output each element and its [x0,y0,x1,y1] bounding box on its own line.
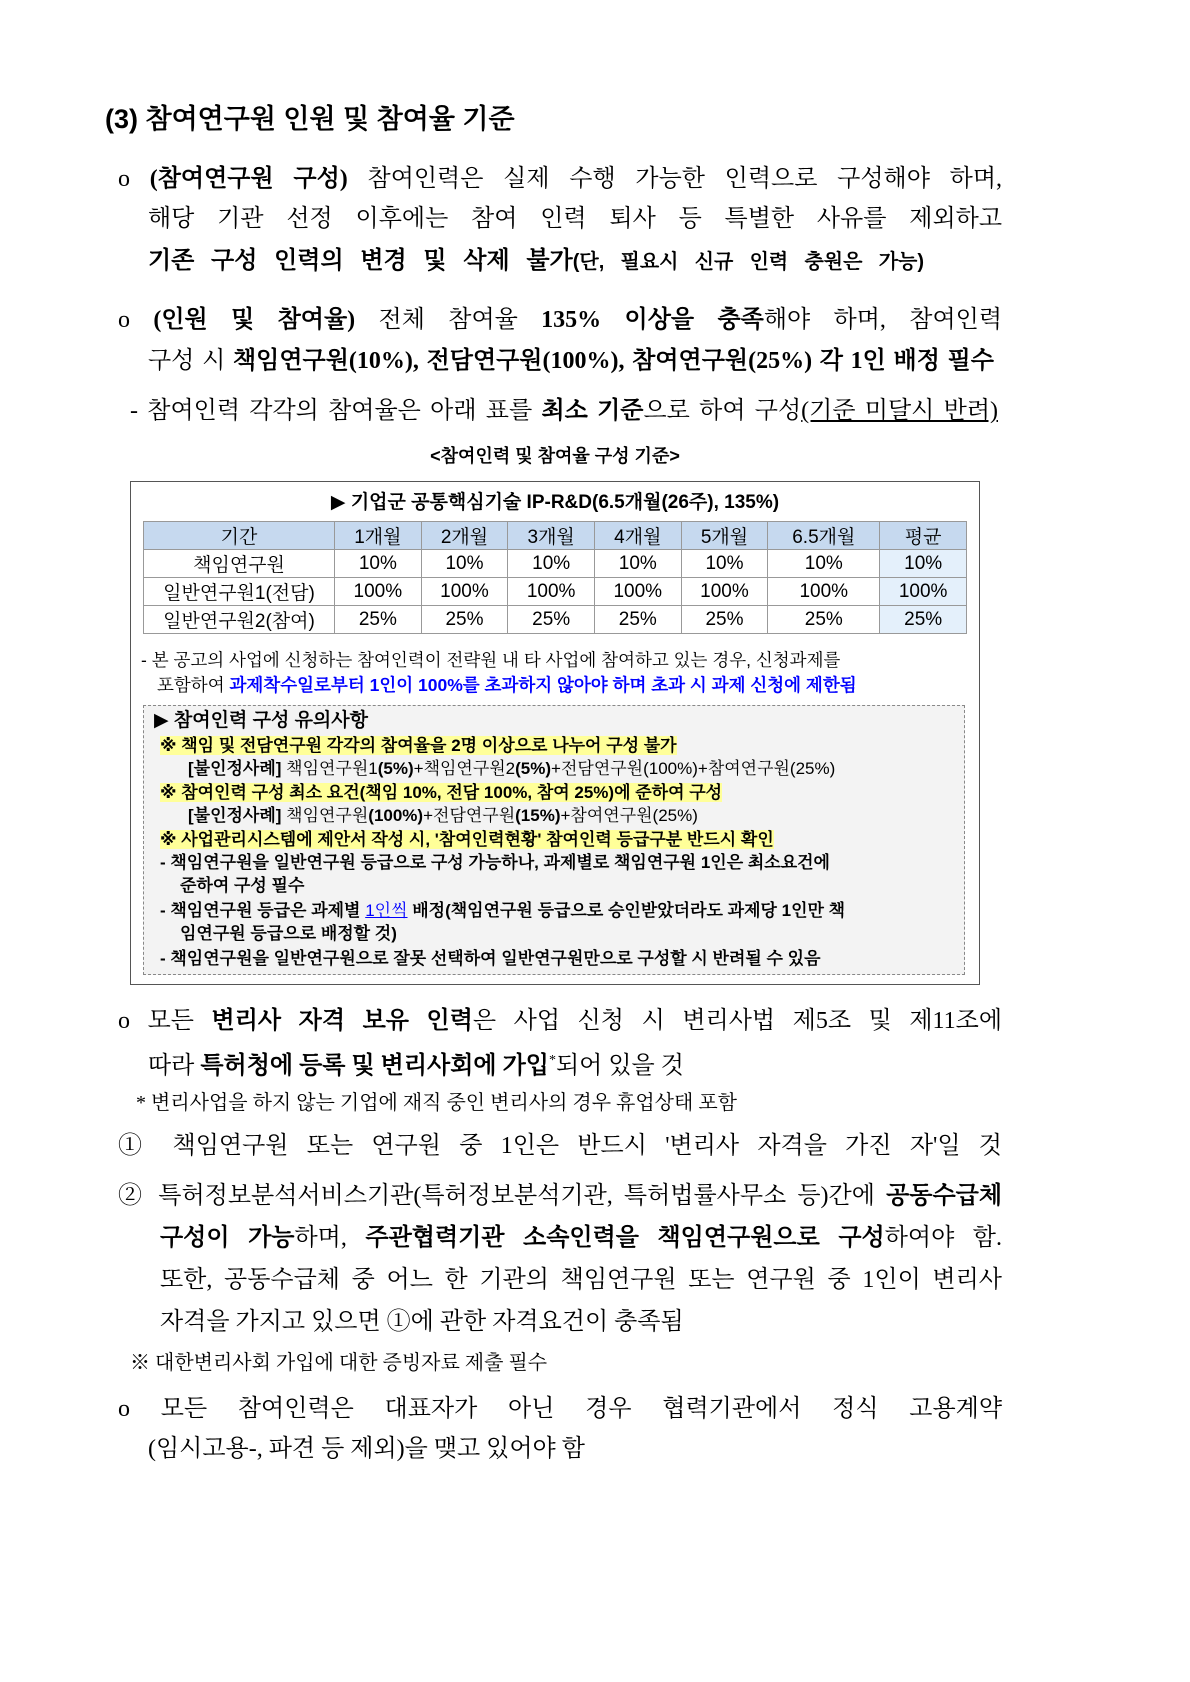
emphasis-text: 특허청에 등록 및 변리사회에 가입 [200,1053,549,1079]
note-line-1: - 본 공고의 사업에 신청하는 참여인력이 전략원 내 타 사업에 참여하고 있는 경우, 신청과제를 [141,650,841,670]
emphasis-text: 최소 기준 [541,398,644,424]
emphasis-text: 기존 구성 인력의 변경 및 삭제 불가 [148,248,573,274]
text-segment: 해야 하며, 참여인력 [763,307,1002,333]
table-cell: 100% [508,578,595,606]
text-line [148,346,994,376]
text-segment: 은 사업 신청 시 변리사법 제5조 및 제11조에 [472,1008,1003,1034]
text-line [148,1434,585,1464]
column-header: 2개월 [421,522,508,550]
note-prefix: 포함하여 [157,675,230,695]
emphasis-text: 주관협력기관 소속인력을 책임연구원으로 구성 [365,1225,885,1251]
text-line [160,1307,684,1337]
table-cell: 25% [594,606,681,634]
row-header: 일반연구원1(전담) [144,578,335,606]
table-cell: 10% [681,550,768,578]
emphasis-text: (참여연구원 구성) [149,166,348,192]
caution-text: - 책임연구원을 일반연구원으로 잘못 선택하여 일반연구원만으로 구성할 시 반려될 수 있음 [160,949,821,968]
table-row [144,578,967,606]
table-header-row [144,522,967,550]
text-line [148,204,1002,234]
caution-line [160,851,830,874]
text-segment: o 모든 참여인력은 대표자가 아닌 경우 협력기관에서 정식 고용계약 [118,1396,1002,1422]
text-segment: 참여인력은 실제 수행 가능한 인력으로 구성해야 하며, [347,166,1003,192]
caution-text: (5%) [515,759,552,778]
row-header: 책임연구원 [144,550,335,578]
table-cell: 10% [421,550,508,578]
caution-text: +전담연구원 [423,806,516,825]
caution-line [160,899,845,922]
emphasis-text: 구성이 가능 [160,1225,295,1251]
table-cell: 100% [594,578,681,606]
text-segment: 하며, [294,1225,366,1251]
text-line [148,246,924,277]
emphasis-text: 책임연구원(10%), 전담연구원(100%), 참여연구원(25%) 각 1인 배정 필수 [232,348,994,374]
text-line [130,396,998,426]
table-cell: 100% [768,578,880,606]
caution-text: 준하여 구성 필수 [180,876,305,895]
emphasis-text: (인원 및 참여율) [153,307,356,333]
caution-text: 1인씩 [365,901,408,920]
note-limit-warning: 과제착수일로부터 1인이 100%를 초과하지 않아야 하며 초과 시 과제 신청에 제한됨 [229,675,857,695]
caution-line [160,947,821,970]
table-cell: 100% [681,578,768,606]
table-cell: 25% [681,606,768,634]
text-line [118,1131,1002,1161]
text-line [118,1006,1002,1036]
text-line [148,1046,684,1081]
column-header: 6.5개월 [768,522,880,550]
text-segment: 전체 참여율 [355,307,542,333]
note-line-2 [157,673,857,697]
table-cell: 25% [421,606,508,634]
caution-line [180,874,304,897]
table-cell: 25% [768,606,880,634]
caution-text: +책임연구원2 [413,759,516,778]
table-row [144,550,967,578]
text-segment: 또한, 공동수급체 중 어느 한 기관의 책임연구원 또는 연구원 중 1인이 변리사 [160,1267,1002,1293]
text-line [136,1088,737,1118]
text-line [160,1223,1002,1253]
column-header: 3개월 [508,522,595,550]
table-cell: 10% [880,550,967,578]
box-title: ▶ 기업군 공통핵심기술 IP-R&D(6.5개월(26주), 135%) [330,492,780,513]
table-cell: 10% [768,550,880,578]
row-header: 일반연구원2(참여) [144,606,335,634]
table-cell: 100% [335,578,422,606]
table-cell: 25% [880,606,967,634]
caution-text: (15%) [515,806,561,825]
table-row [144,606,967,634]
emphasis-text: 변리사 자격 보유 인력 [211,1008,473,1034]
text-line [118,164,1002,194]
table-cell: 100% [421,578,508,606]
caution-text: 임연구원 등급으로 배정할 것) [180,924,397,943]
cautions-panel [143,705,965,975]
caution-line [160,781,722,804]
column-header: 1개월 [335,522,422,550]
participation-rate-table [143,521,967,634]
caution-line [160,734,677,757]
emphasis-text: 공동수급체 [886,1183,1002,1209]
text-line [118,1394,1002,1424]
table-cell: 10% [335,550,422,578]
caution-line [188,757,835,780]
text-segment: * [548,1053,556,1068]
text-segment: ※ 대한변리사회 가입에 대한 증빙자료 제출 필수 [130,1352,548,1374]
caution-text: ※ 책임 및 전담연구원 각각의 참여율을 2명 이상으로 나누어 구성 불가 [160,736,677,755]
caution-text: - 책임연구원 등급은 과제별 [160,901,366,920]
emphasis-text: (단, 필요시 신규 인력 충원은 가능) [572,251,924,273]
table-cell: 100% [880,578,967,606]
text-segment: ② 특허정보분석서비스기관(특허정보분석기관, 특허법률사무소 등)간에 [118,1183,887,1209]
text-segment: 해당 기관 선정 이후에는 참여 인력 퇴사 등 특별한 사유를 제외하고 [148,206,1002,232]
text-segment: * 변리사업을 하지 않는 기업에 재직 중인 변리사의 경우 휴업상태 포함 [136,1092,737,1114]
caution-text: 책임연구원1 [286,759,378,778]
text-line [118,1181,1002,1211]
text-line [160,1265,1002,1295]
table-caption: <참여인력 및 참여율 구성 기준> [430,446,680,466]
caution-line [188,804,698,827]
caution-line [160,828,774,851]
table-cell: 10% [594,550,681,578]
caution-text: - 책임연구원을 일반연구원 등급으로 구성 가능하나, 과제별로 책임연구원 1인은 최소요건에 [160,853,830,872]
caution-text: 책임연구원 [286,806,369,825]
caution-text: [불인정사례] [188,759,287,778]
cautions-title: ▶ 참여인력 구성 유의사항 [154,710,368,731]
table-cell: 25% [508,606,595,634]
text-segment: 자격을 가지고 있으면 ①에 관한 자격요건이 충족됨 [160,1309,684,1335]
caution-text: 배정(책임연구원 등급으로 승인받았더라도 과제당 1인만 책 [407,901,846,920]
caution-text: ※ 참여인력 구성 최소 요건(책임 10%, 전담 100%, 참여 25%)에 준하여 구성 [160,783,723,802]
text-segment: 되어 있을 것 [555,1053,684,1079]
section-heading: (3) 참여연구원 인원 및 참여율 기준 [105,104,515,134]
table-cell: 25% [335,606,422,634]
caution-text: [불인정사례] [188,806,287,825]
text-segment: 하여야 함. [884,1225,1002,1251]
caution-text: ※ 사업관리시스템에 제안서 작성 시, '참여인력현황' 참여인력 등급구분 반드시 확인 [160,830,774,849]
caution-text: (5%) [377,759,414,778]
text-segment: 따라 [148,1053,201,1079]
caution-text: +참여연구원(25%) [560,806,698,825]
text-segment: 으로 하여 구성 [643,398,802,424]
column-header: 4개월 [594,522,681,550]
participation-rate-box [130,481,980,985]
caution-text: +전담연구원(100%)+참여연구원(25%) [551,759,836,778]
text-segment: (기준 미달시 반려) [801,398,998,424]
column-header: 기간 [144,522,335,550]
table-cell: 10% [508,550,595,578]
caution-line [180,922,397,945]
text-segment: ① 책임연구원 또는 연구원 중 1인은 반드시 '변리사 자격을 가진 자'일 것 [118,1133,1002,1159]
caution-text: (100%) [368,806,424,825]
emphasis-text: 135% 이상을 충족 [541,307,764,333]
text-segment: 구성 시 [148,348,233,374]
column-header: 5개월 [681,522,768,550]
text-segment: o [118,166,150,192]
text-segment: (임시고용-, 파견 등 제외)을 맺고 있어야 함 [148,1436,585,1462]
text-line [118,305,1002,335]
text-line [130,1348,547,1378]
text-segment: - 참여인력 각각의 참여율은 아래 표를 [130,398,542,424]
text-segment: o 모든 [118,1008,212,1034]
column-header: 평균 [880,522,967,550]
text-segment: o [118,307,154,333]
